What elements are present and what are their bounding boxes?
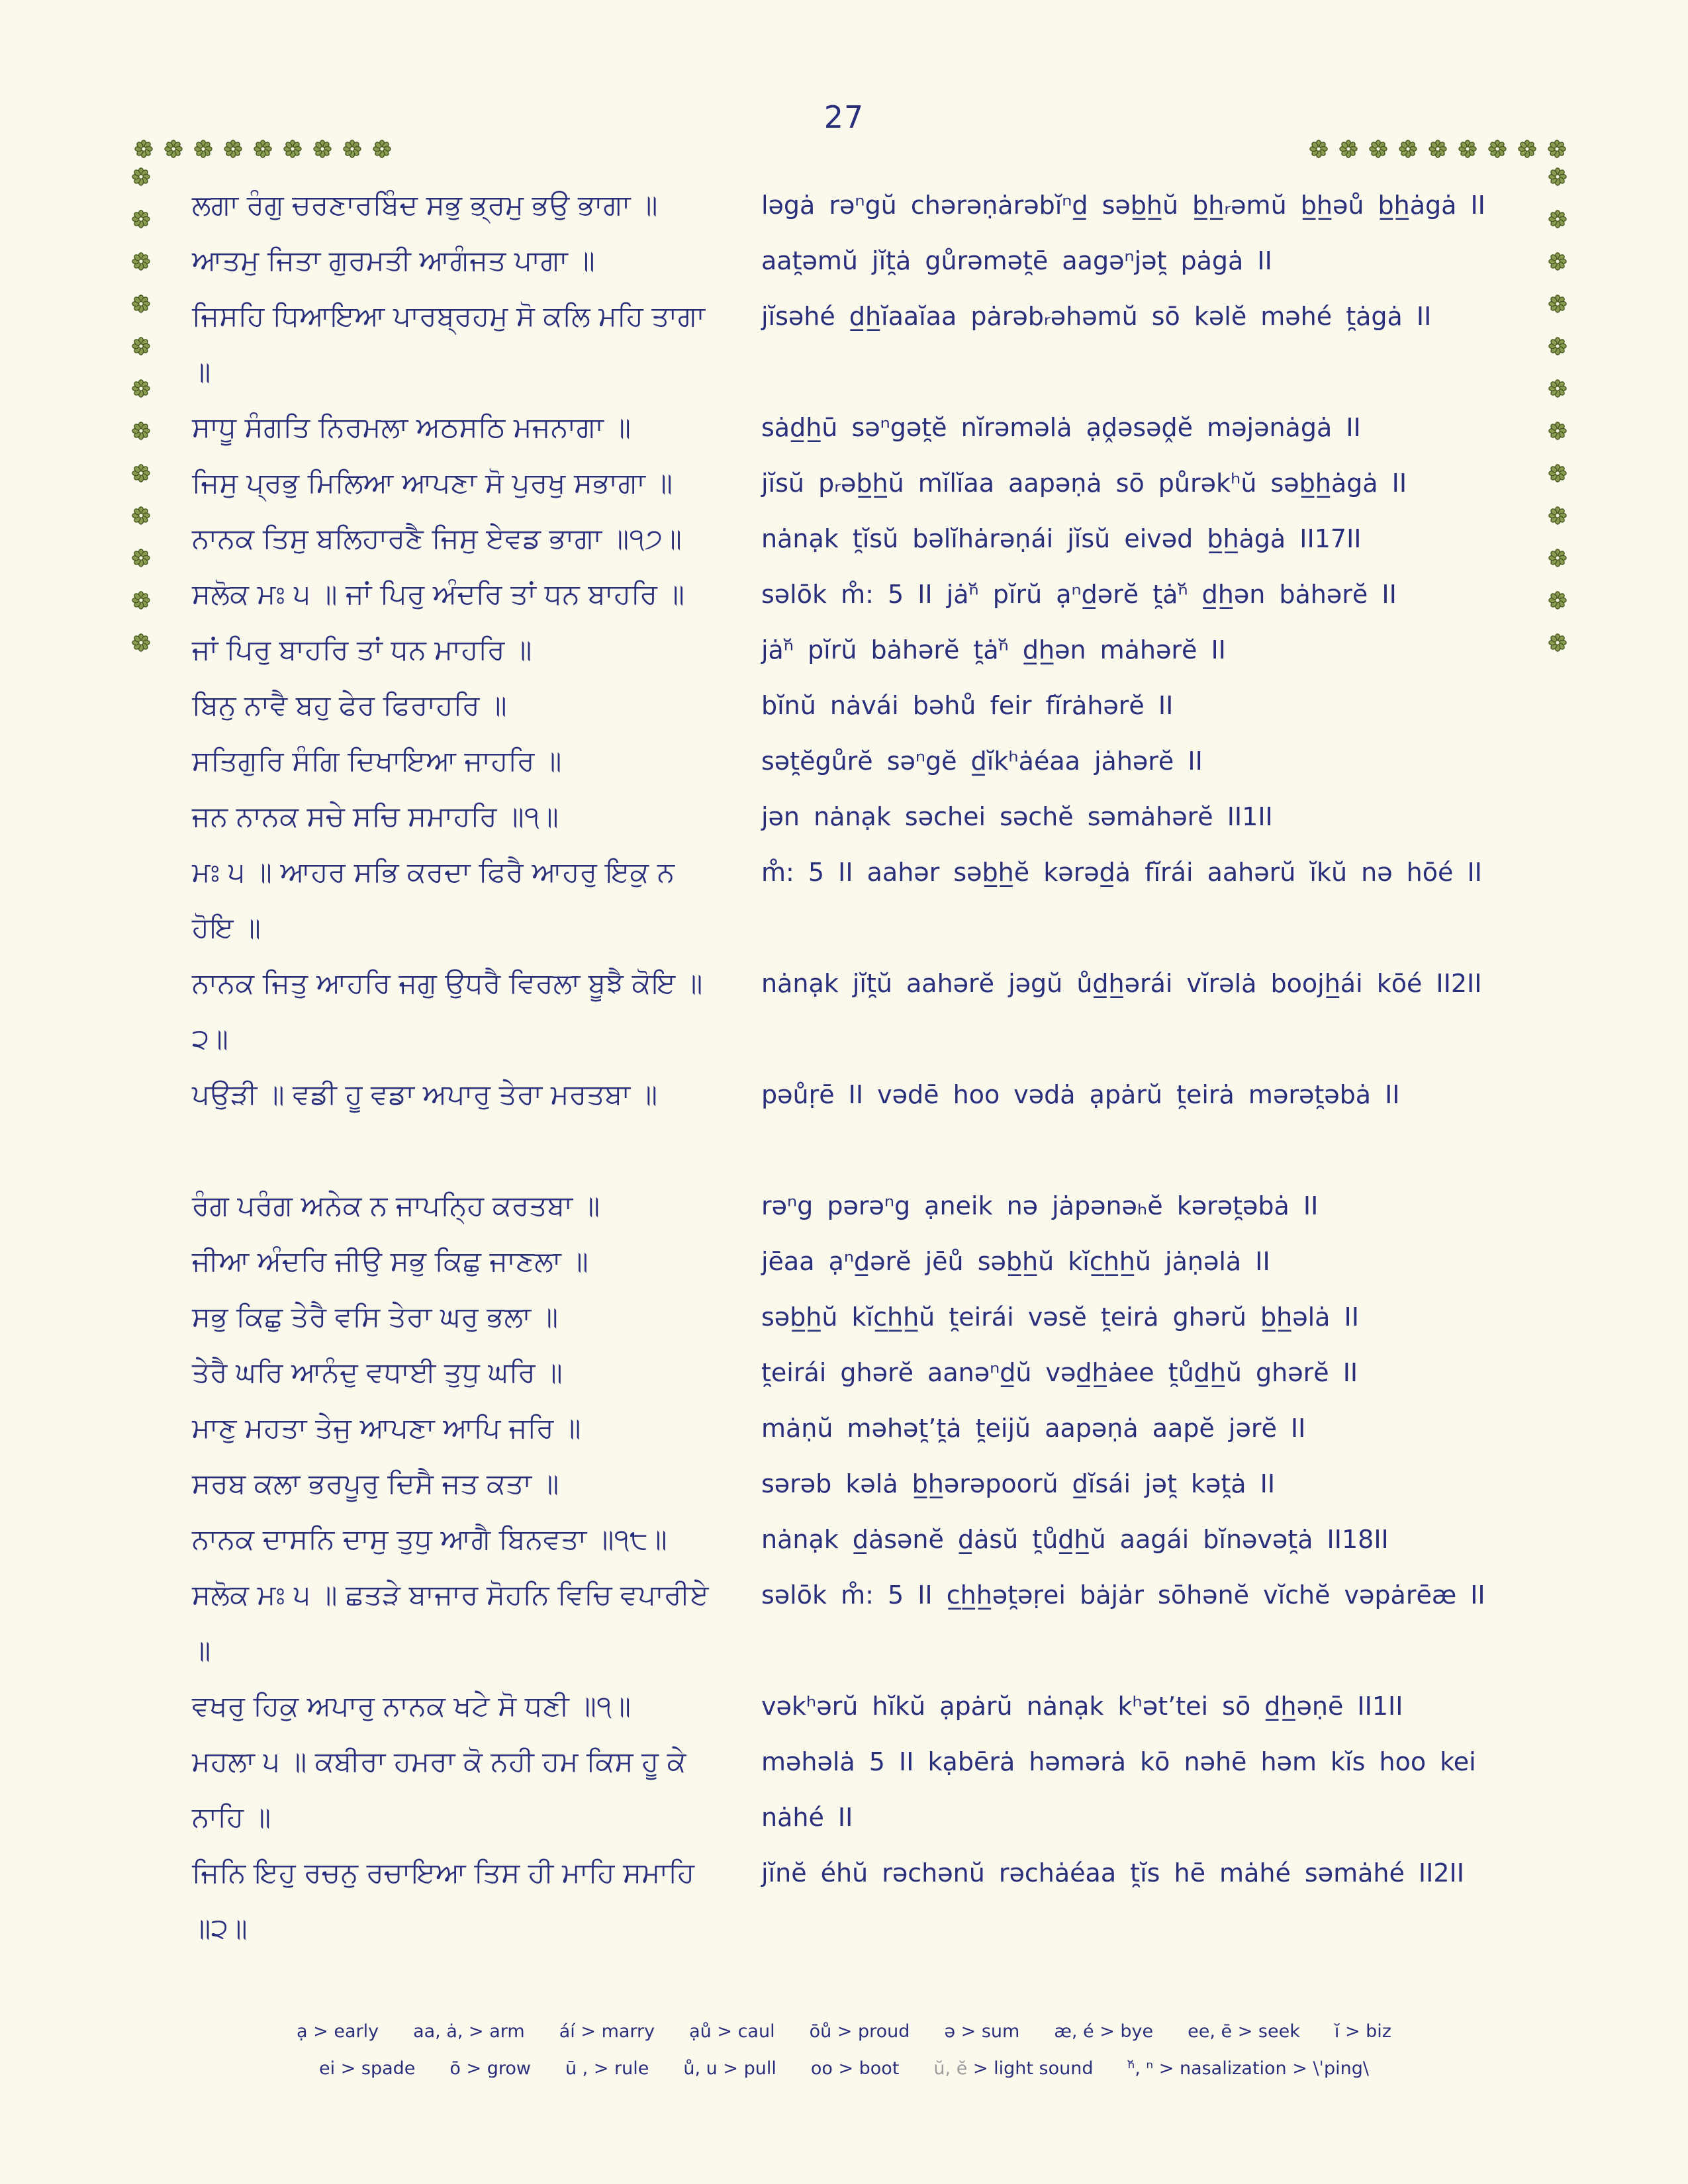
transliteration-line: nȧnạk t̯ĭsŭ bəlĭhȧrəṇái jĭsŭ eivəd b̲h̲ȧgȧ II17II [761,524,1362,553]
flower-icon [132,591,150,610]
gurmukhi-line: ਪਉੜੀ ॥ ਵਡੀ ਹੂ ਵਡਾ ਅਪਾਰੁ ਤੇਰਾ ਮਰਤਬਾ ॥ [192,1079,658,1110]
verse-row [192,1678,1556,1734]
verse-row [192,844,1556,956]
gurmukhi-line: ਸਲੋਕ ਮਃ ੫ ॥ ਛਤੜੇ ਬਾਜਾਰ ਸੋਹਨਿ ਵਿਚਿ ਵਪਾਰੀਏ ॥ [192,1579,710,1666]
flower-icon [132,633,150,652]
flower-icon [1488,140,1507,158]
flower-icon [224,140,242,158]
transliteration-line: jĭsəhé d̲h̲ĭaaĭaa pȧrəbᵣəhəmŭ sō kəlĕ məhé t̯ȧgȧ II [761,302,1432,331]
flower-icon [1369,140,1387,158]
pronunciation-guide-row-1 [0,2013,1688,2050]
ornament-row-top-left [134,140,391,158]
pronunciation-key: ŭ, ĕ > light sound [933,2058,1094,2079]
transliteration-line: məhəlȧ 5 II kạbērȧ həmərȧ kō nəhē həm kĭs hoo kei nȧhé II [761,1747,1476,1832]
flower-icon [132,295,150,313]
verse-table [192,177,1556,1956]
gurmukhi-line: ਲਗਾ ਰੰਗੁ ਚਰਣਾਰਬਿੰਦ ਸਭੁ ਭ੍ਰਮੁ ਭਉ ਭਾਗਾ ॥ [192,189,658,220]
ornament-row-top-right [1309,140,1566,158]
verse-row [192,1567,1556,1678]
transliteration-line: jēaa ạⁿd̲ərĕ jēů səb̲h̲ŭ kĭc̲h̲h̲ŭ jȧṇəlȧ II [761,1247,1270,1276]
pronunciation-key: ū , > rule [565,2058,649,2079]
flower-icon [132,210,150,228]
transliteration-line: sȧd̲h̲ū səⁿgət̯ĕ nĭrəməlȧ ạḓəsəḓĕ məjənȧgȧ II [761,413,1361,442]
page-number: 27 [823,99,865,135]
flower-icon [373,140,391,158]
flower-icon [343,140,361,158]
pronunciation-key: ⁿ̆, ⁿ > nasalization > \ˈping\ [1127,2058,1369,2079]
flower-icon [254,140,272,158]
flower-icon [132,167,150,186]
gurmukhi-line: ਨਾਨਕ ਤਿਸੁ ਬਲਿਹਾਰਣੈ ਜਿਸੁ ਏਵਡ ਭਾਗਾ ॥੧੭॥ [192,523,682,554]
verse-row [192,1234,1556,1289]
pronunciation-key: ōů > proud [809,2021,910,2042]
gurmukhi-line: ਜਿਸੁ ਪ੍ਰਭੁ ਮਿਲਿਆ ਆਪਣਾ ਸੋ ਪੁਰਖੁ ਸਭਾਗਾ ॥ [192,467,673,498]
pronunciation-key: æ, é > bye [1054,2021,1154,2042]
transliteration-line: nȧnạk d̲ȧsənĕ d̲ȧsŭ t̯ůd̲h̲ŭ aagái bĭnəvət̯ȧ II18II [761,1525,1389,1554]
gurmukhi-line: ਮਾਣੁ ਮਹਤਾ ਤੇਜੁ ਆਪਣਾ ਆਪਿ ਜਰਿ ॥ [192,1412,581,1443]
pronunciation-guide-row-2 [0,2050,1688,2087]
flower-icon [283,140,302,158]
verse-row [192,567,1556,622]
flower-icon [1548,140,1566,158]
transliteration-line: t̯eirái ghərĕ aanəⁿd̲ŭ vəd̲h̲ȧee t̯ůd̲h̲ŭ ghərĕ II [761,1358,1358,1387]
gurmukhi-line: ਜਿਨਿ ਇਹੁ ਰਚਨੁ ਰਚਾਇਆ ਤਿਸ ਹੀ ਮਾਹਿ ਸਮਾਹਿ ॥੨॥ [192,1857,695,1944]
flower-icon [164,140,183,158]
gurmukhi-line: ਆਤਮੁ ਜਿਤਾ ਗੁਰਮਤੀ ਆਗੰਜਤ ਪਾਗਾ ॥ [192,245,596,276]
gurmukhi-line: ਮਃ ੫ ॥ ਆਹਰ ਸਭਿ ਕਰਦਾ ਫਿਰੈ ਆਹਰੁ ਇਕੁ ਨ ਹੋਇ ॥ [192,856,675,943]
pronunciation-key: ů, u > pull [683,2058,776,2079]
verse-row [192,400,1556,455]
transliteration-line: sərəb kəlȧ b̲h̲ərəpoorŭ d̲ĭsái jət̯ kət̯ȧ II [761,1469,1276,1498]
verse-row [192,1845,1556,1956]
gurmukhi-line: ਸਰਬ ਕਲਾ ਭਰਪੂਰੁ ਦਿਸੈ ਜਤ ਕਤਾ ॥ [192,1468,559,1499]
verse-row [192,733,1556,789]
verse-row [192,233,1556,289]
gurmukhi-line: ਨਾਨਕ ਜਿਤੁ ਆਹਰਿ ਜਗੁ ਉਧਰੈ ਵਿਰਲਾ ਬੂਝੈ ਕੋਇ ॥੨॥ [192,968,703,1054]
gurmukhi-line: ਜਾਂ ਪਿਰੁ ਬਾਹਰਿ ਤਾਂ ਧਨ ਮਾਹਰਿ ॥ [192,634,532,665]
flower-icon [1429,140,1447,158]
verse-row [192,1456,1556,1512]
flower-icon [1399,140,1417,158]
transliteration-line: səlōk m̊: 5 II jȧⁿ̆ pĭrŭ ạⁿd̲ərĕ t̯ȧⁿ̆ d̲h̲ən bȧhərĕ II [761,580,1397,609]
transliteration-line: jȧⁿ̆ pĭrŭ bȧhərĕ t̯ȧⁿ̆ d̲h̲ən mȧhərĕ II [761,635,1226,664]
flower-icon [132,506,150,525]
pronunciation-key: ạů > caul [689,2021,775,2042]
gurmukhi-line: ਸਲੋਕ ਮਃ ੫ ॥ ਜਾਂ ਪਿਰੁ ਅੰਦਰਿ ਤਾਂ ਧਨ ਬਾਹਰਿ ॥ [192,578,685,610]
pronunciation-key: áí > marry [559,2021,655,2042]
verse-row [192,455,1556,511]
gurmukhi-line: ਸਭੁ ਕਿਛੁ ਤੇਰੈ ਵਸਿ ਤੇਰਾ ਘਰੁ ਭਲਾ ॥ [192,1301,559,1332]
flower-icon [134,140,153,158]
verse-row [192,511,1556,567]
pronunciation-key: ō > grow [449,2058,531,2079]
gurmukhi-line: ਜਨ ਨਾਨਕ ਸਚੇ ਸਚਿ ਸਮਾਹਰਿ ॥੧॥ [192,801,559,832]
verse-row [192,622,1556,678]
pronunciation-key: oo > boot [810,2058,900,2079]
verse-row [192,789,1556,844]
gurmukhi-line: ਸਾਧੂ ਸੰਗਤਿ ਨਿਰਮਲਾ ਅਠਸਠਿ ਮਜਨਾਗਾ ॥ [192,412,632,443]
gurmukhi-line: ਜੀਆ ਅੰਦਰਿ ਜੀਉ ਸਭੁ ਕਿਛੁ ਜਾਣਲਾ ॥ [192,1246,589,1277]
pronunciation-key: ei > spade [319,2058,416,2079]
transliteration-line: sət̯ĕgůrĕ səⁿgĕ d̲ĭkʰȧéaa jȧhərĕ II [761,747,1203,776]
flower-icon [1309,140,1328,158]
flower-icon [132,549,150,567]
transliteration-line: səlōk m̊: 5 II c̲h̲h̲ət̯əṛei bȧjȧr sōhənĕ vĭchĕ vəpȧrēæ II [761,1580,1485,1610]
flower-icon [132,422,150,440]
flower-icon [132,337,150,355]
transliteration-line: nȧnạk jĭt̯ŭ aahərĕ jəgŭ ůd̲h̲ərái vĭrəlȧ boojh̲ái kōé II2II [761,969,1482,998]
verse-row [192,1178,1556,1234]
flower-icon [132,464,150,482]
pronunciation-key: ee, ē > seek [1188,2021,1300,2042]
verse-row [192,1512,1556,1567]
transliteration-line: jən nȧnạk səchei səchĕ səmȧhərĕ II1II [761,802,1273,831]
verse-row [192,678,1556,733]
ornament-column-left [132,167,150,652]
transliteration-line: aat̯əmŭ jĭt̯ȧ gůrəmət̯ē aagəⁿjət̯ pȧgȧ II [761,246,1272,275]
transliteration-line: vəkʰərŭ hĭkŭ ạpȧrŭ nȧnạk kʰət’tei sō d̲h̲əṇē II1II [761,1692,1403,1721]
pronunciation-key: ạ > early [297,2021,379,2042]
pronunciation-key: ĭ > biz [1334,2021,1391,2042]
verse-row [192,177,1556,233]
transliteration-line: mȧṇŭ məhət̯’t̯ȧ t̯eijŭ aapəṇȧ aapĕ jərĕ II [761,1414,1306,1443]
transliteration-line: jĭnĕ éhŭ rəchənŭ rəchȧéaa t̯ĭs hē mȧhé səmȧhé II2II [761,1858,1464,1888]
transliteration-line: m̊: 5 II aahər səb̲h̲ĕ kərəd̲ȧ fĭrái aahərŭ ĭkŭ nə hōé II [761,858,1482,887]
gurmukhi-line: ਤੇਰੈ ਘਰਿ ਆਨੰਦੁ ਵਧਾਈ ਤੁਧੁ ਘਰਿ ॥ [192,1357,563,1388]
flower-icon [194,140,212,158]
gurmukhi-line: ਵਖਰੁ ਹਿਕੁ ਅਪਾਰੁ ਨਾਨਕ ਖਟੇ ਸੋ ਧਣੀ ॥੧॥ [192,1690,632,1721]
gurmukhi-line: ਸਤਿਗੁਰਿ ਸੰਗਿ ਦਿਖਾਇਆ ਜਾਹਰਿ ॥ [192,745,562,776]
gurmukhi-line: ਨਾਨਕ ਦਾਸਨਿ ਦਾਸੁ ਤੁਧੁ ਆਗੈ ਬਿਨਵਤਾ ॥੧੮॥ [192,1524,668,1555]
verse-row [192,1734,1556,1845]
flower-icon [1458,140,1477,158]
verse-row [192,289,1556,400]
gurmukhi-line: ਬਿਨੁ ਨਾਵੈ ਬਹੁ ਫੇਰ ਫਿਰਾਹਰਿ ॥ [192,690,508,721]
verse-row [192,1289,1556,1345]
pronunciation-key: ə > sum [944,2021,1020,2042]
gurmukhi-line: ਮਹਲਾ ੫ ॥ ਕਬੀਰਾ ਹਮਰਾ ਕੋ ਨਹੀ ਹਮ ਕਿਸ ਹੂ ਕੇ ਨਾਹਿ ॥ [192,1746,686,1833]
transliteration-line: rəⁿg pərəⁿg ạneik nə jȧpənəₕĕ kərət̯əbȧ II [761,1191,1319,1220]
transliteration-line: səb̲h̲ŭ kĭc̲h̲h̲ŭ t̯eirái vəsĕ t̯eirȧ ghərŭ b̲h̲əlȧ II [761,1302,1359,1332]
verse-row [192,1345,1556,1400]
flower-icon [1518,140,1536,158]
flower-icon [132,379,150,398]
transliteration-line: jĭsŭ pᵣəb̲h̲ŭ mĭlĭaa aapəṇȧ sō půrəkʰŭ səb̲h̲ȧgȧ II [761,469,1407,498]
flower-icon [313,140,332,158]
transliteration-line: bĭnŭ nȧvái bəhů feir fĭrȧhərĕ II [761,691,1174,720]
gurmukhi-line: ਜਿਸਹਿ ਧਿਆਇਆ ਪਾਰਬ੍ਰਹਮੁ ਸੋ ਕਲਿ ਮਹਿ ਤਾਗਾ ॥ [192,300,706,387]
pronunciation-key: aa, ȧ, > arm [413,2021,525,2042]
pronunciation-guide [0,2013,1688,2087]
transliteration-line: ləgȧ rəⁿgŭ chərəṇȧrəbĭⁿd̲ səb̲h̲ŭ b̲h̲ᵣəmŭ b̲h̲əů b̲h̲ȧgȧ II [761,191,1485,220]
verse-row [192,1400,1556,1456]
flower-icon [1339,140,1358,158]
flower-icon [132,252,150,271]
transliteration-line: pəůṛē II vədē hoo vədȧ ạpȧrŭ t̯eirȧ mərət̯əbȧ II [761,1080,1400,1109]
verse-row [192,956,1556,1067]
verse-row [192,1067,1556,1122]
gurmukhi-line: ਰੰਗ ਪਰੰਗ ਅਨੇਕ ਨ ਜਾਪਨ੍ਹਿ ਕਰਤਬਾ ॥ [192,1190,600,1221]
